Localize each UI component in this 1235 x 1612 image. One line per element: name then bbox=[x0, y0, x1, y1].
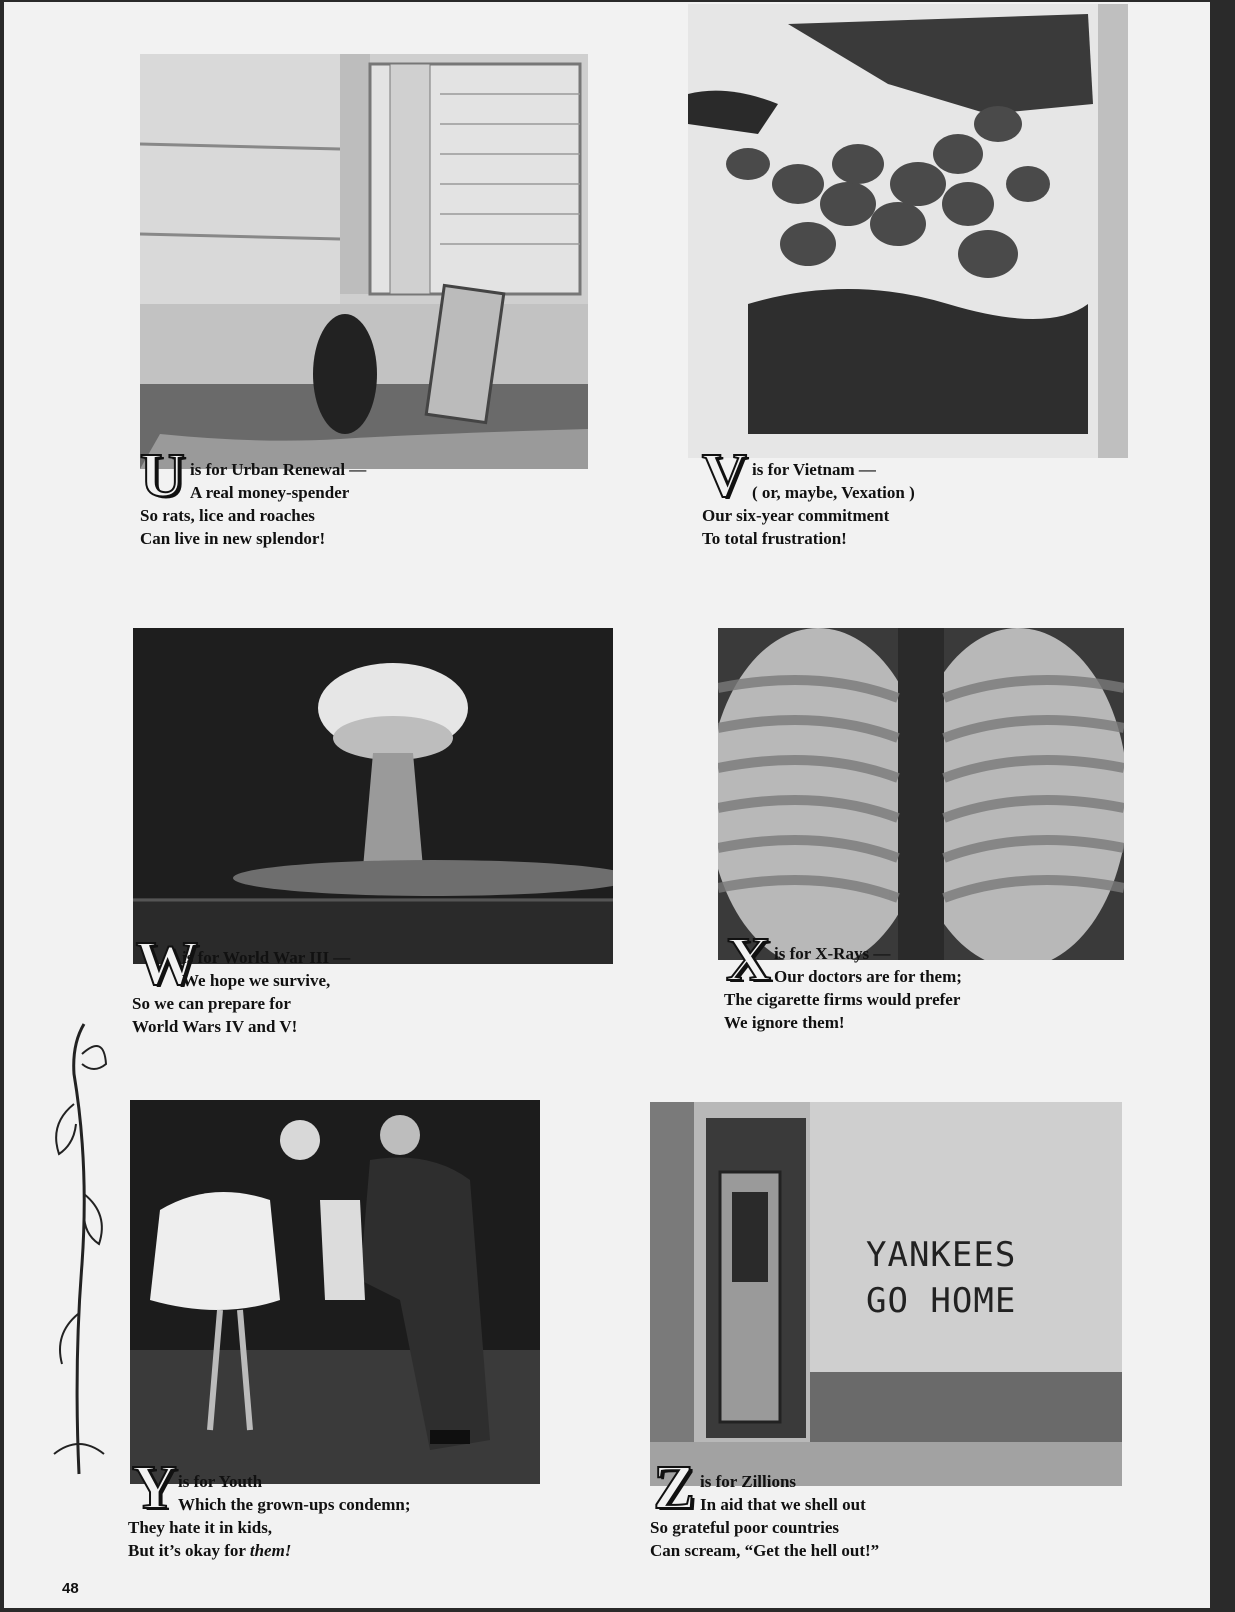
verse-w-line-4: World Wars IV and V! bbox=[132, 1017, 298, 1036]
verse-w bbox=[132, 946, 350, 1038]
verse-u-line-4: Can live in new splendor! bbox=[140, 529, 326, 548]
graffiti-line-1: YANKEES bbox=[866, 1235, 1017, 1275]
verse-z-line-1: is for Zillions bbox=[700, 1472, 797, 1491]
verse-v-line-2: ( or, maybe, Vexation ) bbox=[752, 483, 915, 502]
verse-y-line-4 bbox=[128, 1539, 411, 1562]
verse-w-line-1: is for World War III — bbox=[182, 948, 351, 967]
photo-world-war-iii bbox=[133, 628, 613, 964]
verse-y-line-2: Which the grown-ups condemn; bbox=[178, 1495, 411, 1514]
photo-x-rays bbox=[718, 628, 1124, 960]
verse-z bbox=[650, 1470, 879, 1562]
verse-x-line-3: The cigarette firms would prefer bbox=[724, 990, 961, 1009]
vine-illustration-icon bbox=[44, 1014, 114, 1484]
drop-cap-v: V bbox=[702, 442, 747, 510]
photo-vietnam bbox=[688, 4, 1128, 458]
verse-y-line-1: is for Youth bbox=[178, 1472, 263, 1491]
verse-w-line-3: So we can prepare for bbox=[132, 994, 291, 1013]
verse-u-line-3: So rats, lice and roaches bbox=[140, 506, 315, 525]
verse-v-line-1: is for Vietnam — bbox=[752, 460, 876, 479]
drop-cap-x: X bbox=[726, 926, 771, 994]
photo-zillions bbox=[650, 1102, 1122, 1486]
verse-z-line-3: So grateful poor countries bbox=[650, 1518, 840, 1537]
drop-cap-y: Y bbox=[132, 1454, 177, 1522]
verse-x bbox=[724, 942, 962, 1034]
graffiti-line-2: GO HOME bbox=[866, 1281, 1017, 1321]
photo-youth bbox=[130, 1100, 540, 1484]
verse-u bbox=[140, 458, 366, 550]
graffiti-text bbox=[866, 1232, 1016, 1324]
drop-cap-u: U bbox=[140, 442, 185, 510]
verse-y bbox=[128, 1470, 411, 1562]
verse-w-line-2: We hope we survive, bbox=[182, 971, 331, 990]
verse-x-line-1: is for X-Rays — bbox=[774, 944, 891, 963]
verse-y-line-3: They hate it in kids, bbox=[128, 1518, 273, 1537]
page-number: 48 bbox=[62, 1580, 79, 1597]
verse-z-line-4: Can scream, “Get the hell out!” bbox=[650, 1541, 880, 1560]
verse-x-line-4: We ignore them! bbox=[724, 1013, 845, 1032]
verse-v bbox=[702, 458, 915, 550]
verse-y-line-4-text: But it’s okay for bbox=[128, 1541, 246, 1560]
verse-z-line-2: In aid that we shell out bbox=[700, 1495, 866, 1514]
verse-y-emphasis: them! bbox=[249, 1541, 292, 1560]
verse-v-line-3: Our six-year commitment bbox=[702, 506, 890, 525]
drop-cap-z: Z bbox=[653, 1454, 695, 1522]
photo-urban-renewal bbox=[140, 54, 588, 469]
verse-u-line-1: is for Urban Renewal — bbox=[190, 460, 367, 479]
magazine-page bbox=[4, 2, 1210, 1608]
verse-x-line-2: Our doctors are for them; bbox=[774, 967, 962, 986]
verse-v-line-4: To total frustration! bbox=[702, 529, 847, 548]
drop-cap-w: W bbox=[136, 930, 198, 998]
verse-u-line-2: A real money-spender bbox=[190, 483, 350, 502]
